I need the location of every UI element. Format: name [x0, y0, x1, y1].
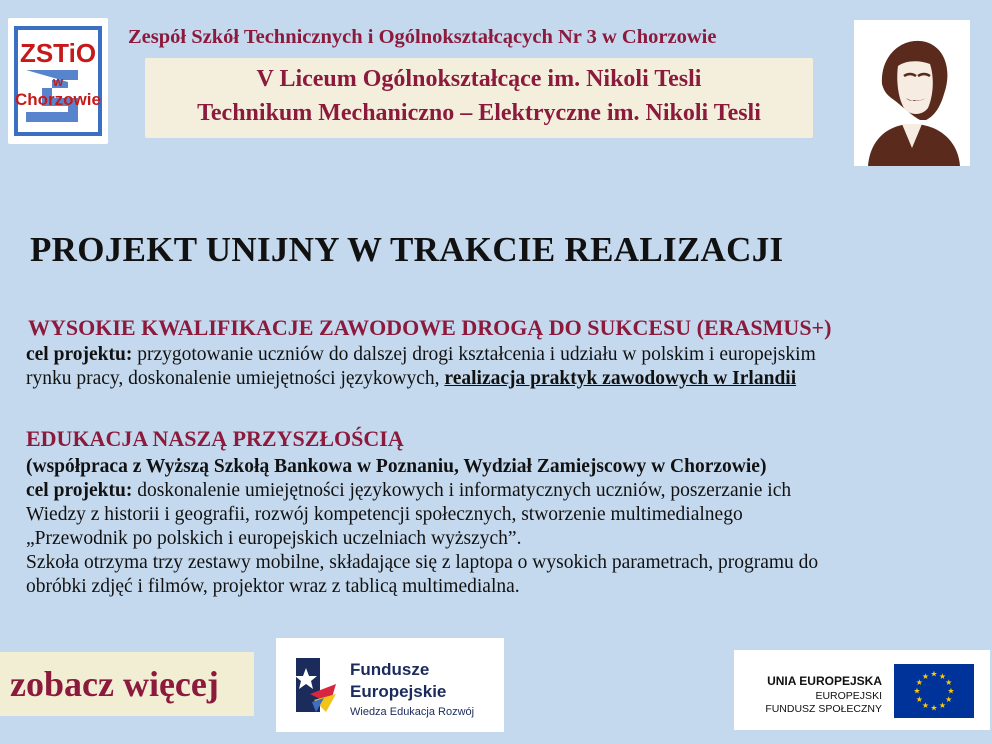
project-2-equipment-2: obróbki zdjęć i filmów, projektor wraz z tablicą multimedialna.: [26, 576, 520, 597]
project-2-line-2: Wiedzy z historii i geografii, rozwój kompetencji społecznych, stworzenie multimedialnego: [26, 504, 743, 525]
eu-line-1: UNIA EUROPEJSKA: [767, 674, 882, 688]
project-2-equipment-1: Szkoła otrzyma trzy zestawy mobilne, składające się z laptopa o wysokich parametrach, programu do: [26, 552, 819, 573]
tesla-portrait-image: [854, 20, 970, 166]
school-logo: [8, 18, 108, 144]
main-heading: PROJEKT UNIJNY W TRAKCIE REALIZACJI: [30, 230, 784, 269]
project-1-line-2: [26, 367, 816, 391]
project-2-goal-label: cel projektu:: [26, 480, 133, 501]
eu-star: ★: [921, 701, 930, 711]
project-1-goal-label: cel projektu:: [26, 344, 133, 365]
eu-line-3: FUNDUSZ SPOŁECZNY: [765, 703, 882, 715]
eu-flag-icon: [894, 664, 974, 718]
fe-subtitle: Wiedza Edukacja Rozwój: [350, 706, 475, 718]
fe-star-icon: [290, 654, 342, 716]
eu-social-fund-logo: [734, 650, 990, 730]
header-panel: [145, 58, 813, 138]
eu-star: ★: [921, 671, 930, 681]
eu-star: ★: [938, 671, 947, 681]
project-2-description: [26, 455, 818, 599]
project-1-goal-text-1: przygotowanie uczniów do dalszej drogi kształcenia i udziału w polskim i europejskim: [132, 344, 816, 365]
logo-city-text: Chorzowie: [15, 90, 101, 109]
tesla-portrait: [854, 20, 970, 166]
project-1-line-1: [26, 343, 816, 367]
eu-star: ★: [945, 678, 953, 687]
fe-title-line-2: Europejskie: [350, 682, 447, 701]
header-line-lyceum: V Liceum Ogólnokształcące im. Nikoli Tesli: [256, 66, 702, 92]
eu-star: ★: [913, 686, 921, 696]
project-1-title: WYSOKIE KWALIFIKACJE ZAWODOWE DROGĄ DO SUKCESU (ERASMUS+): [28, 315, 832, 340]
fe-title-line-1: Fundusze: [350, 660, 430, 679]
project-1-goal-text-2: rynku pracy, doskonalenie umiejętności językowych,: [26, 368, 445, 389]
eu-star: ★: [915, 678, 923, 687]
eu-star: ★: [930, 703, 938, 713]
project-1-description: [26, 343, 816, 391]
see-more-button[interactable]: zobacz więcej: [0, 652, 254, 716]
project-2-partner: [26, 455, 818, 479]
logo-top-text: ZSTiO: [19, 38, 97, 68]
school-name: Zespół Szkół Technicznych i Ogólnokształcących Nr 3 w Chorzowie: [128, 26, 717, 48]
project-2-goal-text-1: doskonalenie umiejętności językowych i informatycznych uczniów, poszerzanie ich: [132, 480, 792, 501]
project-2-line-3: „Przewodnik po polskich i europejskich uczelniach wyższych”.: [26, 528, 522, 549]
fundusze-europejskie-logo: [276, 638, 504, 732]
project-2-line-1: [26, 479, 818, 503]
project-1-internship-link[interactable]: realizacja praktyk zawodowych w Irlandii: [444, 368, 797, 389]
eu-star: ★: [945, 695, 953, 704]
project-2-partner-text: (współpraca z Wyższą Szkołą Bankowa w Poznaniu, Wydział Zamiejscowy w Chorzowie): [26, 456, 767, 477]
eu-star: ★: [930, 669, 938, 679]
eu-star: ★: [938, 701, 947, 711]
eu-line-2: EUROPEJSKI: [815, 690, 882, 702]
logo-middle-text: w: [52, 74, 64, 89]
project-2-title: EDUKACJA NASZĄ PRZYSZŁOŚCIĄ: [26, 426, 404, 451]
header-line-technikum: Technikum Mechaniczno – Elektryczne im. Nikoli Tesli: [197, 100, 761, 126]
eu-star: ★: [947, 686, 955, 696]
eu-star: ★: [915, 695, 923, 704]
